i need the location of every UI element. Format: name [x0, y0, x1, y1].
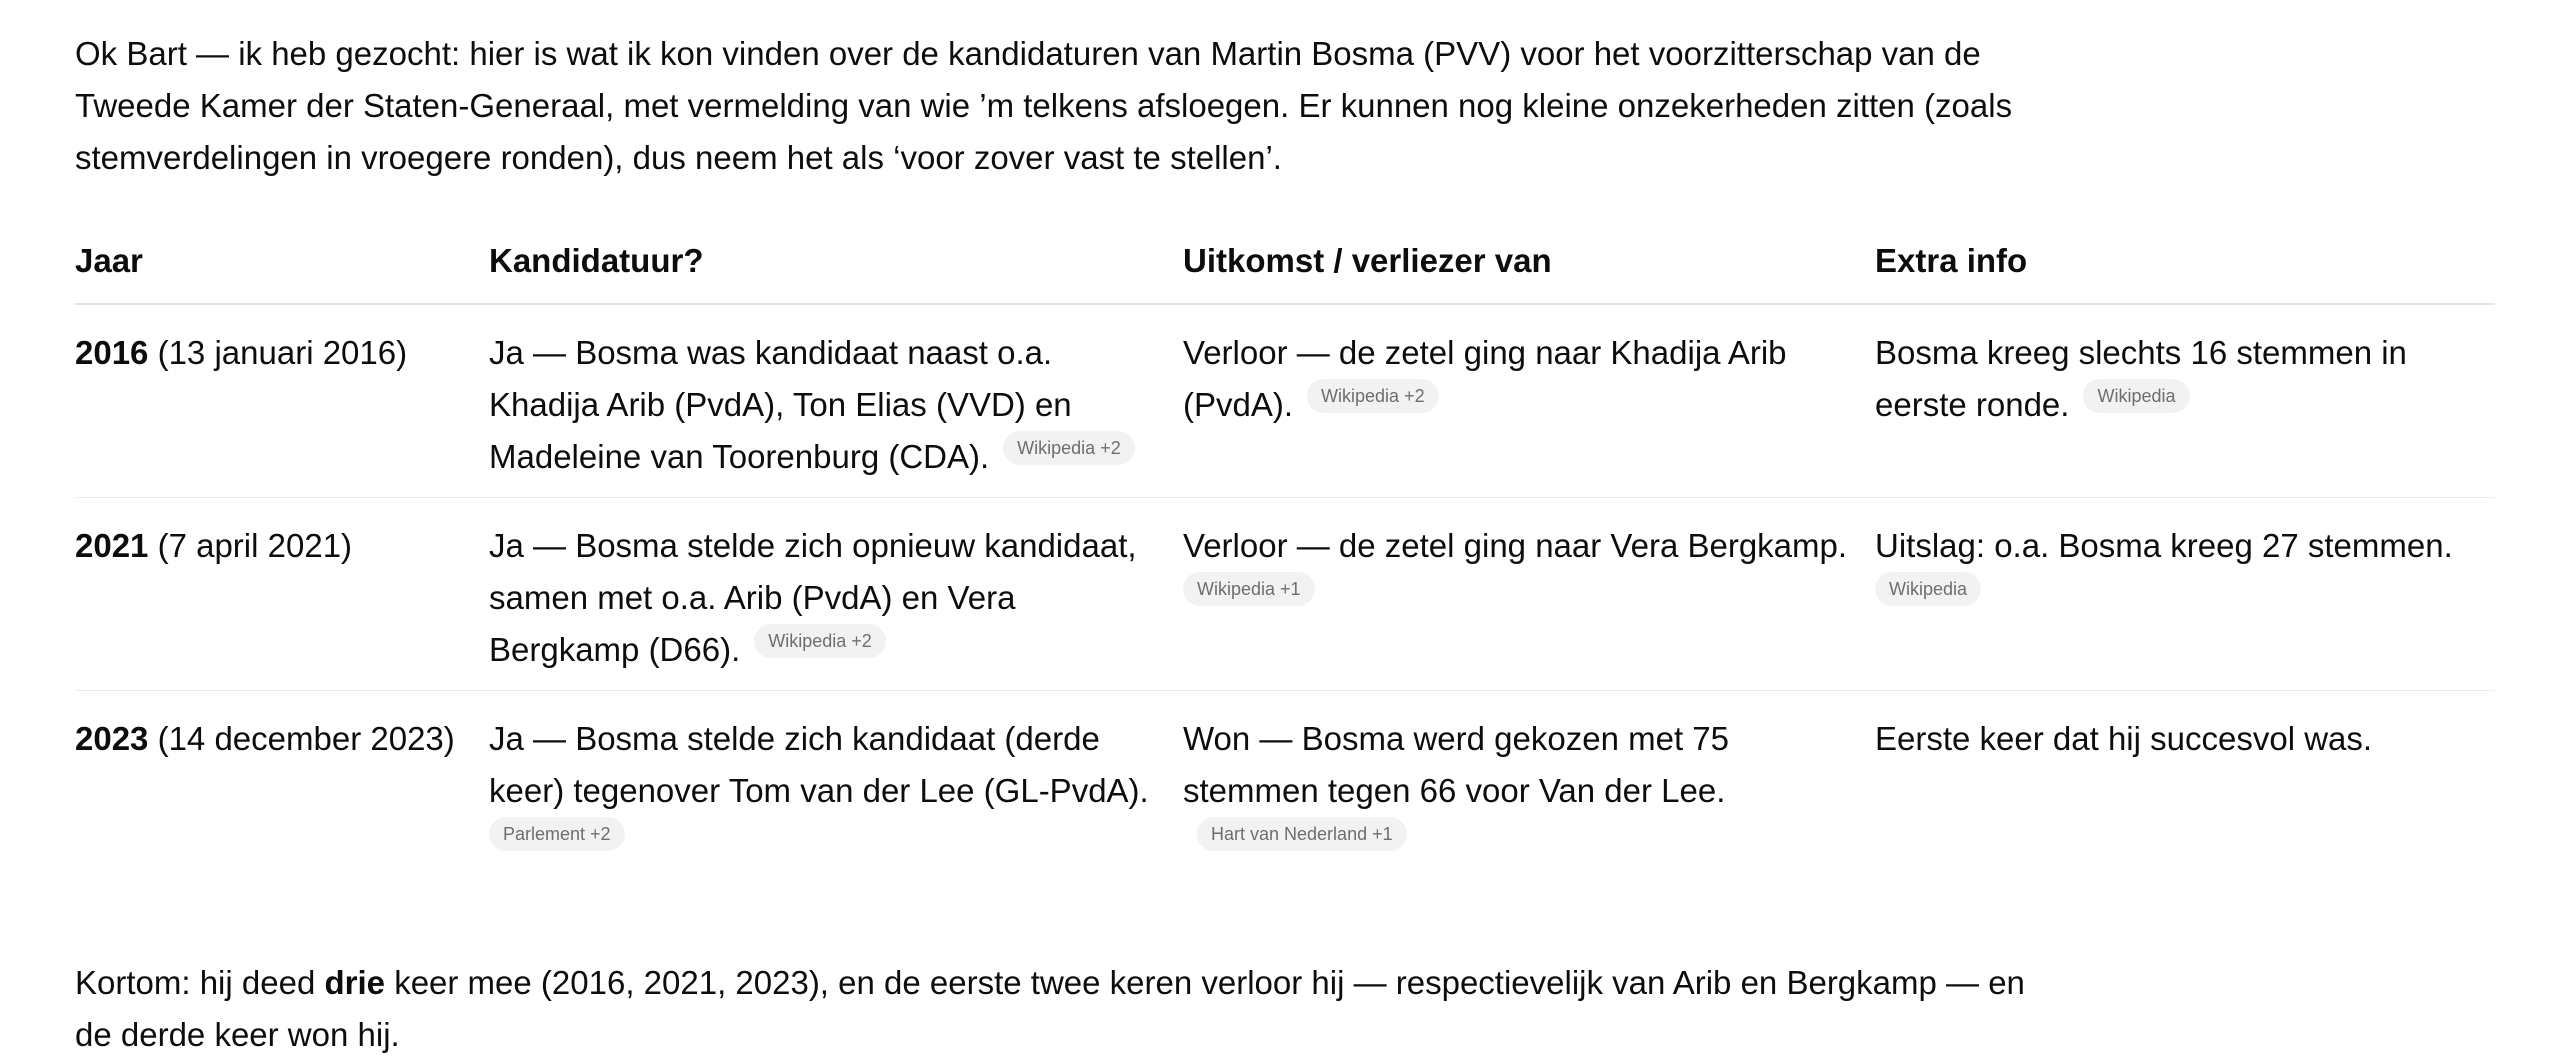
header-extra-info: Extra info	[1875, 241, 2495, 304]
extra-info-text: Bosma kreeg slechts 16 stemmen in eerste ronde.	[1875, 334, 2407, 423]
cell-outcome	[1183, 498, 1875, 691]
year-date: (7 april 2021)	[157, 527, 353, 564]
cell-year	[75, 498, 489, 691]
cell-candidacy	[489, 304, 1183, 498]
year-value: 2021	[75, 527, 149, 564]
summary-emphasis: drie	[324, 964, 386, 1001]
candidacy-text: Ja — Bosma stelde zich opnieuw kandidaat, samen met o.a. Arib (PvdA) en Vera Bergkamp (D66).	[489, 527, 1137, 668]
table-row	[75, 498, 2495, 691]
table-header-row	[75, 241, 2495, 304]
table-row	[75, 304, 2495, 498]
outcome-text: Verloor — de zetel ging naar Khadija Arib (PvdA).	[1183, 334, 1787, 423]
extra-info-text: Eerste keer dat hij succesvol was.	[1875, 720, 2373, 757]
cell-outcome	[1183, 304, 1875, 498]
summary-text-end: keer mee (2016, 2021, 2023), en de eerste twee keren verloor hij — respectievelijk van Arib en Bergkamp — en de derde keer won hij.	[75, 964, 2025, 1053]
outcome-text: Verloor — de zetel ging naar Vera Bergkamp.	[1183, 527, 1848, 564]
cell-extra-info	[1875, 691, 2495, 892]
cell-outcome	[1183, 691, 1875, 892]
extra-info-text: Uitslag: o.a. Bosma kreeg 27 stemmen.	[1875, 527, 2453, 564]
cell-year	[75, 691, 489, 892]
outcome-text: Won — Bosma werd gekozen met 75 stemmen tegen 66 voor Van der Lee.	[1183, 720, 1729, 809]
source-citation-badge[interactable]: Wikipedia +2	[1307, 379, 1439, 413]
year-date: (14 december 2023)	[157, 720, 455, 757]
source-citation-badge[interactable]: Wikipedia	[1875, 572, 1981, 606]
header-year: Jaar	[75, 241, 489, 304]
intro-paragraph: Ok Bart — ik heb gezocht: hier is wat ik kon vinden over de kandidaturen van Martin Bosma (PVV) voor het voorzitterschap van de Tweede Kamer der Staten-Generaal, met vermelding van wie ’m telkens afsloegen. Er kunnen nog kleine onzekerheden zitten (zoals stemverdelingen in vroegere ronden), dus neem het als ‘voor zover vast te stellen’.	[75, 35, 2013, 176]
year-value: 2023	[75, 720, 149, 757]
summary-text-start: Kortom: hij deed	[75, 964, 316, 1001]
cell-year	[75, 304, 489, 498]
cell-extra-info	[1875, 304, 2495, 498]
table-row	[75, 691, 2495, 892]
candidacy-text: Ja — Bosma was kandidaat naast o.a. Khadija Arib (PvdA), Ton Elias (VVD) en Madeleine van Toorenburg (CDA).	[489, 334, 1072, 475]
cell-extra-info	[1875, 498, 2495, 691]
year-date: (13 januari 2016)	[157, 334, 408, 371]
header-outcome: Uitkomst / verliezer van	[1183, 241, 1875, 304]
source-citation-badge[interactable]: Wikipedia +1	[1183, 572, 1315, 606]
summary-paragraph	[75, 957, 2025, 1061]
cell-candidacy	[489, 498, 1183, 691]
source-citation-badge[interactable]: Wikipedia +2	[1003, 431, 1135, 465]
candidacy-text: Ja — Bosma stelde zich kandidaat (derde keer) tegenover Tom van der Lee (GL-PvdA).	[489, 720, 1149, 809]
source-citation-badge[interactable]: Hart van Nederland +1	[1197, 817, 1407, 851]
header-candidacy: Kandidatuur?	[489, 241, 1183, 304]
cell-candidacy	[489, 691, 1183, 892]
year-value: 2016	[75, 334, 149, 371]
source-citation-badge[interactable]: Parlement +2	[489, 817, 625, 851]
candidacy-table	[75, 241, 2495, 891]
source-citation-badge[interactable]: Wikipedia +2	[754, 624, 886, 658]
source-citation-badge[interactable]: Wikipedia	[2083, 379, 2189, 413]
